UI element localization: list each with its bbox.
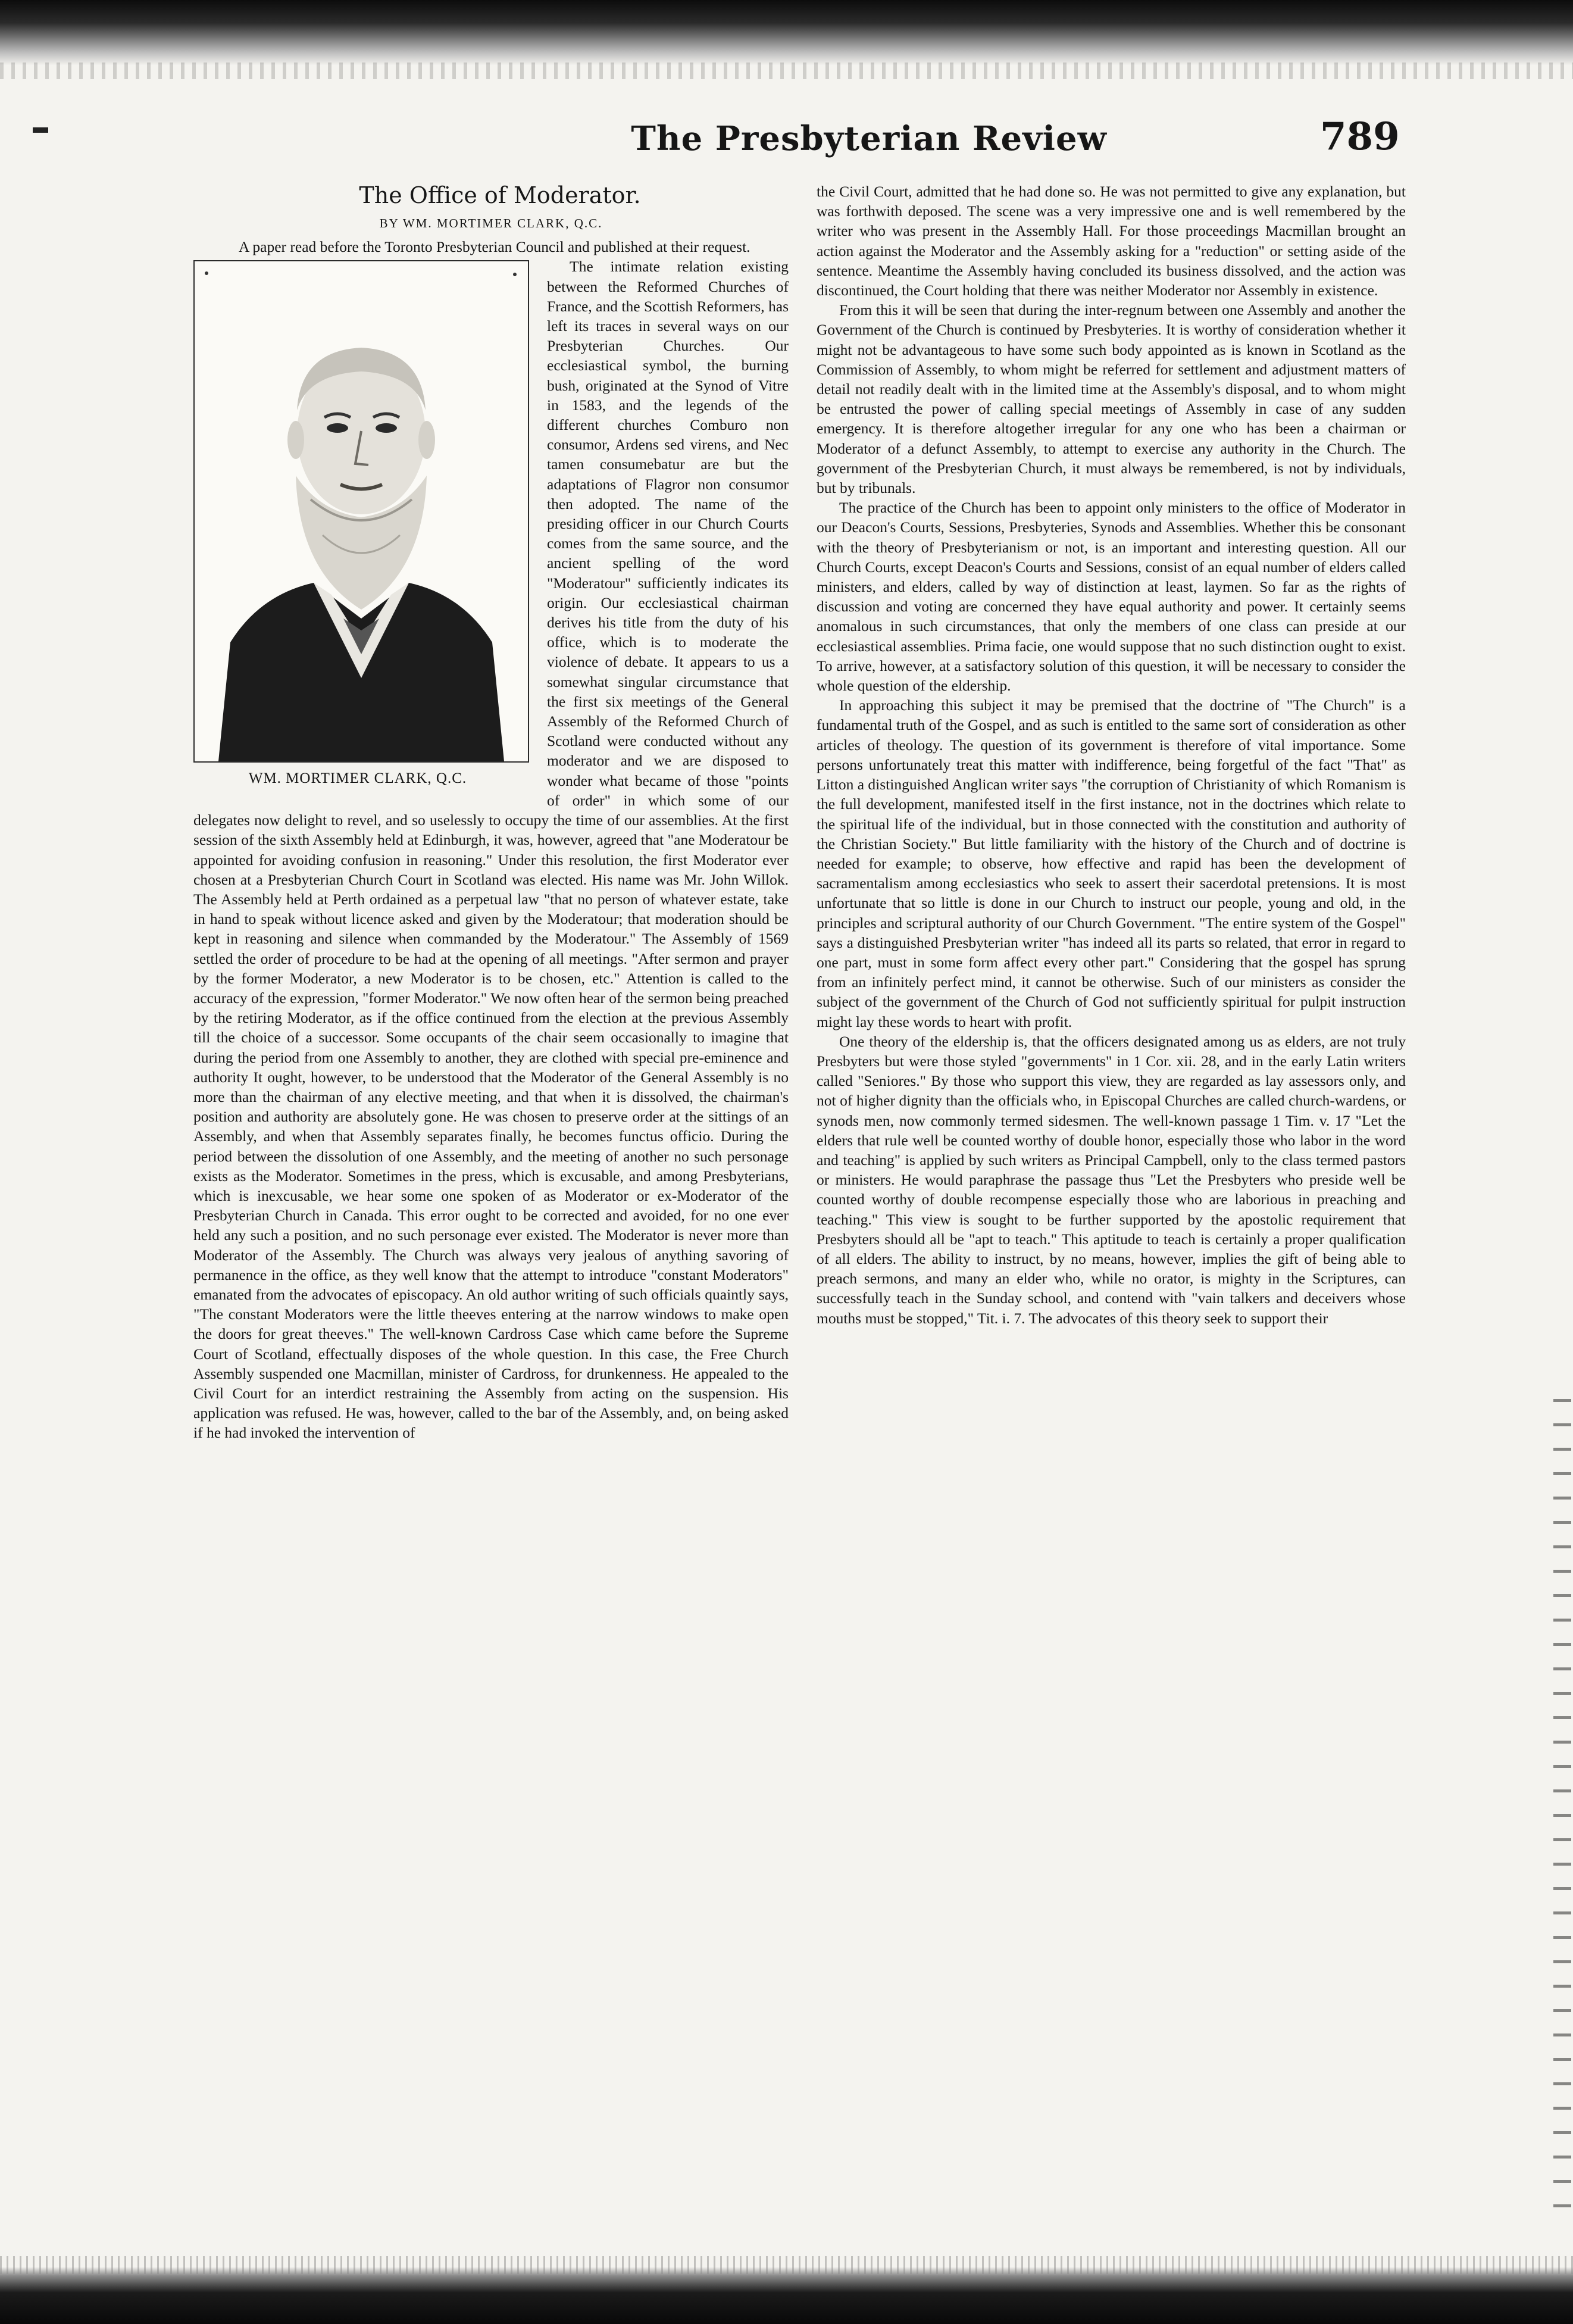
article-paragraph: The practice of the Church has been to appoint only ministers to the office of Moderator in our Deacon's Courts, Sessions, Presbyteries, Synods and Assemblies. Whether this be consonant with the theory of Presbyterianism or not, is an important and interesting question. All our Church Courts, except Deacon's Courts and Sessions, consist of an equal number of elders called ministers, and elders, called by way of distinction at least, laymen. So far as the rights of discussion and voting are concerned they have equal authority and power. It certainly seems anomalous in such circumstances, that only the members of one class can preside at our ecclesiastical assemblies. Prima facie, one would suppose that no such distinction ought to exist. To arrive, however, at a satisfactory solution of this question, it will be necessary to consider the whole question of the eldership. bbox=[817, 499, 1406, 695]
scan-top-shadow bbox=[0, 63, 1573, 79]
left-column bbox=[193, 182, 789, 1443]
portrait-block bbox=[193, 260, 534, 788]
portrait-caption: WM. MORTIMER CLARK, Q.C. bbox=[248, 770, 467, 787]
article-paragraph: the Civil Court, admitted that he had done so. He was not permitted to give any explanation, but was forthwith deposed. The scene was a very impressive one and is well remembered by the writer who was present in the Assembly Hall. For those proceedings Macmillan brought an action against the Moderator and the Assembly asking for a "reduction" or setting aside of the sentence. Meantime the Assembly having concluded its business dissolved, and the action was discontinued, the Court holding that there was neither Moderator nor Assembly in existence. bbox=[817, 183, 1406, 299]
margin-mark bbox=[33, 127, 48, 133]
right-column bbox=[817, 182, 1406, 1328]
intro-note: A paper read before the Toronto Presbyterian Council and published at their request. bbox=[239, 238, 750, 256]
scan-right-edge bbox=[1553, 1399, 1571, 2220]
article-paragraph: In approaching this subject it may be premised that the doctrine of "The Church" is a fundamental truth of the Gospel, and as such is entitled to the same sort of consideration as other articles of theology. The question of its government is therefore of vital importance. Some persons unfortunately treat this matter with indifference, being forgetful of the fact "That" as Litton a distinguished Anglican writer says "the corruption of Christianity of which Romanism is the full development, manifested itself in the first instance, not in the doctrines which relate to the spiritual life of the individual, but in those connected with the constitution and authority of the Christian Society." But little familiarity with the history of the Church and of doctrine is needed for example; to observe, how effective and rapid has been the development of sacramentalism among ecclesiastics who seek to assert their sacerdotal pretensions. It is most unfortunate that so little is done in our Church to instruct our people, young and old, in the principles and scriptural authority of our Church Government. "The entire system of the Gospel" says a distinguished Presbyterian writer "has indeed all its parts so related, that error in regard to one part, must in some form affect every other part." Considering that the gospel has sprung from an infinitely perfect mind, it cannot be otherwise. Such of our ministers as consider the subject of the government of the Church of God not sufficiently spiritual for pulpit instruction might lay these words to heart with profit. bbox=[817, 696, 1406, 1030]
article-paragraph: One theory of the eldership is, that the officers designated among us as elders, are not truly Presbyters but were those styled "governments" in 1 Cor. xii. 28, and in the early Latin writers called "Seniores." By those who support this view, they are regarded as lay assessors only, and not of higher dignity than the officials who, in Episcopal Churches are called church-wardens, or synods men, now commonly termed sidesmen. The well-known passage 1 Tim. v. 17 "Let the elders that rule well be counted worthy of double honor, especially those who labor in the word and teaching" is applied by such writers as Principal Campbell, only to the class termed pastors or ministers. He would paraphrase the passage thus "Let the Presbyters who preside well be counted worthy of double recompense especially those who are laborious in preaching and teaching." This view is sought to be further supported by the apostolic requirement that Presbyters should all be "apt to teach." This aptitude to teach is certainly a proper qualification of all elders. The ability to instruct, by no means, however, implies the gift of being able to preach sermons, and many an elder who, while no orator, is mighty in the Scriptures, can successfully teach in the Sunday school, and contend with "vain talkers and deceivers whose mouths must be stopped," Tit. i. 7. The advocates of this theory seek to support their bbox=[817, 1032, 1406, 1327]
portrait-image bbox=[193, 260, 529, 763]
article-title: The Office of Moderator. bbox=[359, 182, 641, 208]
article-paragraph: The intimate relation existing between the Reformed Churches of France, and the Scottish Reformers, has left its traces in several ways on our Presbyterian Churches. Our ecclesiastical symbol, the burning bush, originated at the Synod of Vitre in 1583, and the legends of the different churches Comburo non consumor, Ardens sed virens, and Nec tamen consumebatur are but the adaptations of Flagror non consumor then adopted. The name of the presiding officer in our Church Courts comes from the same source, and the ancient spelling of the word "Moderatour" sufficiently indicates its origin. Our ecclesiastical chairman derives his title from the duty of his office, which is to moderate the violence of debate. It appears to us a somewhat singular circumstance that the first six meetings of the General Assembly of the Reformed Church of Scotland were conducted without any moderator and we are disposed to wonder what became of those "points of order" in which some of our delegates now delight to revel, and so uselessly to occupy the time of our assemblies. At the first session of the sixth Assembly held at Edinburgh, it was, however, agreed that "ane Moderatour be appointed for avoiding confusion in reasoning." Under this resolution, the first Moderator ever chosen at a Presbyterian Church Court in Scotland was elected. His name was Mr. John Willok. The Assembly held at Perth ordained as a perpetual law "that no person of whatever estate, take in hand to speak without licence asked and given by the Moderatour; that moderation should be kept in reasoning and silence when commanded by the Moderatour." The Assembly of 1569 settled the order of procedure to be had at the opening of all meetings. "After sermon and prayer by the former Moderator, a new Moderator is to be chosen, etc." Attention is called to the accuracy of the expression, "former Moderator." We now often hear of the sermon being preached by the retiring Moderator, as if the office continued from the election at the previous Assembly till the choice of a successor. Some occupants of the chair seem occasionally to imagine that during the period from one Assembly to another, they are clothed with special pre-eminence and authority It ought, however, to be understood that the Moderator of the General Assembly is no more than the chairman of any elective meeting, and that when it is dissolved, the chairman's position and authority are absolutely gone. He was chosen to preserve order at the sittings of an Assembly, and when that Assembly separates finally, he becomes functus officio. During the period between the dissolution of one Assembly, and the meeting of another no such personage exists as the Moderator. Sometimes in the press, which is excusable, and among Presbyterians, which is inexcusable, we hear some one spoken of as Moderator or ex-Moderator of the Presbyterian Church in Canada. This error ought to be corrected and avoided, for no one ever held any such a position, and no such personage ever existed. The Moderator is never more than Moderator of the Assembly. The Church was always very jealous of anything savoring of permanence in the office, as they well know that the attempt to introduce "constant Moderators" emanated from the advocates of episcopacy. An old author writing of such officials quaintly says, "The constant Moderators were the little theeves entering at the narrow windows to make open the doors for great theeves." The well-known Cardross Case which came before the Supreme Court of Scotland, effectually disposes of the whole question. In this case, the Free Church Assembly suspended one Macmillan, minister of Cardross, for drunkenness. He appealed to the Civil Court for an interdict restraining the Assembly from acting on the suspension. His application was refused. He was, however, called to the bar of the Assembly, and, on being asked if he had invoked the intervention of bbox=[193, 258, 789, 1442]
byline: BY WM. MORTIMER CLARK, Q.C. bbox=[379, 216, 603, 230]
running-head: The Presbyterian Review bbox=[631, 119, 1107, 158]
scan-bottom-border bbox=[0, 2267, 1573, 2324]
scan-top-border bbox=[0, 0, 1573, 65]
page-number: 789 bbox=[1320, 114, 1400, 159]
article-paragraph: From this it will be seen that during the inter-regnum between one Assembly and another the Government of the Church is continued by Presbyteries. It is worthy of consideration whether it might not be advantageous to have some such body appointed as is known in Scotland as the Commission of Assembly, to whom might be referred for settlement and adjustment matters of detail not readily dealt with in the limited time at the Assembly's disposal, and to whom might be entrusted the power of calling special meetings of Assembly in case of any sudden emergency. It is therefore altogether irregular for any one who has been a chairman or Moderator of a defunct Assembly, to attempt to exercise any authority in the Church. The government of the Presbyterian Church, it must always be remembered, is not by individuals, but by tribunals. bbox=[817, 301, 1406, 497]
